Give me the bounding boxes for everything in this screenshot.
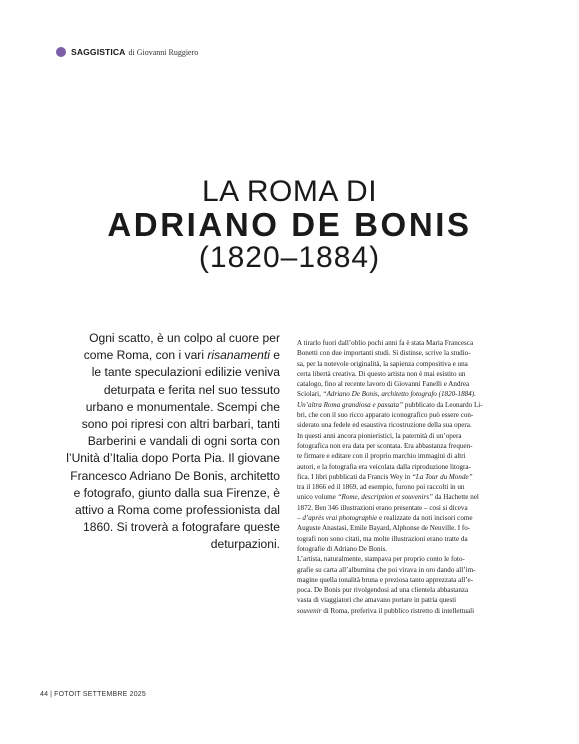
lede-line	[52, 519, 280, 536]
body-line	[297, 585, 529, 595]
line-text: sa, per la notevole originalità, la sapienza compositiva e una	[297, 359, 468, 368]
body-line	[297, 348, 529, 358]
line-text: di Roma, preferiva il pubblico ristretto di intellettuali	[321, 606, 475, 615]
lede-line	[52, 433, 280, 450]
page-footer	[40, 691, 146, 698]
body-line	[297, 338, 529, 348]
line-text: bri, che con il suo ricco apparato iconografico può essere con-	[297, 411, 474, 420]
line-text: Bonetti con due importanti studi. Si distinse, scrive la studio-	[297, 349, 471, 358]
line-text: sono poi ripresi con altri barbari, tanti	[81, 417, 280, 432]
section-dot-icon	[56, 47, 66, 57]
body-line	[297, 410, 529, 420]
line-text: –	[297, 514, 303, 523]
line-text: 1860. Si troverà a fotografare queste	[83, 520, 280, 535]
body-line	[297, 482, 529, 492]
lede-paragraph	[52, 330, 280, 554]
body-line	[297, 420, 529, 430]
lede-line	[52, 450, 280, 467]
line-text: urbano e monumentale. Scempi che	[85, 399, 280, 414]
line-text: L’artista, naturalmente, stampava per proprio conto le foto-	[297, 555, 465, 564]
line-text: magine quella tonalità bruna e preziosa tanto apprezzata all’e-	[297, 575, 474, 584]
body-line	[297, 359, 529, 369]
line-text: l’Unità d’Italia dopo Porta Pia. Il giovane	[66, 451, 280, 466]
line-text: tra il 1866 ed il 1869, ad esempio, furono poi raccolti in un	[297, 483, 465, 492]
section-label: SAGGISTICA	[71, 47, 126, 57]
line-text: fotografie di Adriano De Bonis.	[297, 544, 388, 553]
line-text: come Roma, con i vari	[83, 348, 208, 363]
line-text: unico volume	[297, 493, 338, 502]
lede-line	[52, 364, 280, 381]
line-text: e fotografo, giunto dalla sua Firenze, è	[73, 485, 280, 500]
line-text: catalogo, fino al recente lavoro di Giovanni Fanelli e Andrea	[297, 380, 470, 389]
italic-text: souvenir	[297, 606, 322, 615]
body-line	[297, 369, 529, 379]
line-text: Ogni scatto, è un colpo al cuore per	[89, 331, 280, 345]
italic-text: “La Tour du Monde”	[411, 472, 473, 481]
line-text: da Hachette nel	[432, 493, 479, 502]
body-line	[297, 503, 529, 513]
title-line-2: ADRIANO DE BONIS	[107, 206, 472, 243]
lede-line	[52, 330, 280, 347]
line-text: poca. De Bonis pur rivolgendosi ad una clientela abbastanza	[297, 586, 469, 595]
body-line	[297, 523, 529, 533]
body-line	[297, 492, 529, 502]
body-line	[297, 441, 529, 451]
lede-line	[52, 485, 280, 502]
lede-line	[52, 347, 280, 364]
lede-line	[52, 468, 280, 485]
line-text: certa libertà creativa. Di questo artista non è mai esistito un	[297, 369, 466, 378]
line-text: tografi non sono citati, ma molte illustrazioni erano tratte da	[297, 534, 468, 543]
line-text: In questi anni ancora pionieristici, la paternità di un’opera	[297, 431, 462, 440]
line-text: attivo a Roma come professionista dal	[74, 503, 280, 518]
body-line	[297, 544, 529, 554]
lede-line	[52, 502, 280, 519]
body-line	[297, 595, 529, 605]
body-line	[297, 513, 529, 523]
line-text: deturpata e ferita nel suo tessuto	[103, 382, 280, 397]
line-text: deturpazioni.	[210, 537, 280, 552]
issue-label: FOTOIT SETTEMBRE 2025	[54, 691, 146, 698]
line-text: Barberini e vandali di ogni sorta con	[87, 434, 280, 449]
body-line	[297, 451, 529, 461]
line-text: pubblicato da Leonardo Li-	[403, 400, 483, 409]
title-line-1: LA ROMA DI	[201, 175, 378, 208]
line-text: autori, e la fotografia era veicolata dalla riproduzione litogra-	[297, 462, 471, 471]
line-text: 1872. Ben 346 illustrazioni erano presentate – così si diceva	[297, 503, 468, 512]
body-line	[297, 554, 529, 564]
line-text: siderato una fedele ed esaustiva ricostruzione della sua opera.	[297, 421, 472, 430]
italic-text: Un’altra Roma grandiosa e passata”	[297, 400, 404, 409]
lede-line	[52, 536, 280, 553]
body-line	[297, 431, 529, 441]
line-text: Sciolari,	[297, 390, 323, 399]
line-text: grafie su carta all’albumina che poi virava in oro dando all’im-	[297, 565, 476, 574]
body-line	[297, 389, 529, 399]
line-text: e realizzate da noti incisori come	[377, 514, 473, 523]
body-line	[297, 575, 529, 585]
page-number: 44	[40, 691, 49, 698]
body-line	[297, 565, 529, 575]
article-title	[0, 176, 579, 274]
line-text: e	[269, 348, 280, 363]
lede-line	[52, 399, 280, 416]
line-text: Auguste Anastasi, Emile Bayard, Alphonse de Neuville. I fo-	[297, 524, 471, 533]
author-credit: di Giovanni Ruggiero	[128, 47, 199, 57]
italic-text: “Rome, description et souvenirs”	[337, 493, 433, 502]
line-text: te firmare e editare con il proprio marchio immagini di altri	[297, 452, 466, 461]
italic-text: d’après vrai photographie	[302, 514, 378, 523]
body-line	[297, 606, 529, 616]
body-line	[297, 534, 529, 544]
italic-text: risanamenti	[207, 348, 270, 363]
italic-text: “Adriano De Bonis, architetto fotografo (1820-1884).	[322, 390, 476, 399]
body-line	[297, 462, 529, 472]
body-text-column	[297, 338, 529, 616]
lede-line	[52, 416, 280, 433]
body-line	[297, 379, 529, 389]
line-text: fotografica non era data per scontata. Era abbastanza frequen-	[297, 441, 473, 450]
body-line	[297, 400, 529, 410]
line-text: vasta di viaggiatori che amavano portare in patria questi	[297, 596, 457, 605]
line-text: fica. I libri pubblicati da Francis Wey in	[297, 472, 412, 481]
section-header	[56, 44, 198, 60]
line-text: A tirarlo fuori dall’oblio pochi anni fa è stata Maria Francesca	[297, 339, 474, 347]
lede-line	[52, 382, 280, 399]
line-text: le tante speculazioni edilizie veniva	[91, 365, 280, 380]
body-line	[297, 472, 529, 482]
line-text: Francesco Adriano De Bonis, architetto	[70, 468, 280, 483]
title-line-3: (1820–1884)	[198, 241, 381, 274]
footer-separator: |	[50, 691, 53, 698]
